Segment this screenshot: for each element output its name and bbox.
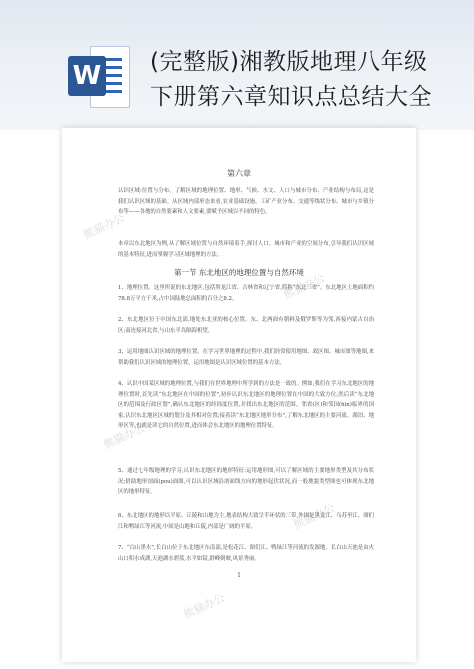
watermark: 熊猫办公 [101,421,147,452]
watermark: 熊猫办公 [291,501,337,532]
intro-paragraph: 认识区域:位置与分布。了解区域的地理位置、地形、气候、水文、人口与城市分布、产业结构与布局,这是我们认识区域的基础。从区域内部形态来看,农业基础设施、工矿产业分布、交通等线状分布、城市与乡镇分布等——各地的自然要素和人文要素,要赋予区域以不同的特色。 [118,188,374,216]
page-title-line2: 下册第六章知识点总结大全 [150,84,432,110]
chapter-heading: 第六章 [227,169,251,178]
paragraph-1: 1、地理位置。这里所说的东北地区,包括黑龙江省、吉林省和辽宁省,简称“东北三省”。东北地区土地面积约78.8万平方千米,占中国陆地总面积的百分之8.2。 [118,285,374,302]
watermark: 熊猫办公 [81,211,127,242]
paragraph-7: 7、“白山黑水”,长白山位于东北地区东南部,是松花江、图们江、鸭绿江等河流的发源地。长白山天池是由火山口积水成湖,天池湖水碧蓝,水平如镜,群峰倒映,风景秀丽。 [118,545,374,562]
page-number: 1 [237,572,241,579]
paragraph-3: 3、运用地图认识区域的地理位置。在学习世界地理的过程中,我们经常使用地图、政区图、城市图等地图,来帮助我们认识区域的地理位置。运用地图是认识区域位置的基本方法。 [118,349,374,366]
paragraph-5: 5、通过七年级地理的学习,认识东北地区的地形特征:运用地形图,可以了解区域的主要地形类型及其分布状况;借助地形剖面(pou)面图,可以认识区域沿剖面线方向的地形起伏状况,而一般地貌类型图也可体现东北地区的地形特征。 [118,468,374,496]
paragraph-2: 2、东北地区位于中国东北部,地处东北亚的核心位置。东、北两面有朝鲜及俄罗斯等为邻,西接内蒙古自治区;南连接河北省,与山东半岛隔海相望。 [118,317,374,334]
intro-paragraph-2: 本章以东北地区为例,从了解区域位置与自然环境着手,探讨人口、城市和产业的空间分布,引导我们认识区域的基本特征,进而掌握学习区域地理的方法。 [118,241,374,258]
watermark: 熊猫办公 [181,591,227,622]
word-letter: W [68,56,106,96]
watermark: 熊猫办公 [281,271,327,302]
word-document-icon [68,44,130,108]
paragraph-6: 6、东北地区的地形以平原、丘陵和山地为主,地表结构大致呈半环状的三带,外围是黑龙江、乌苏里江、图们江和鸭绿江等河流,中间是山地和丘陵,内部是广阔的平原。 [118,513,374,530]
page-title-line1: (完整版)湘教版地理八年级 [150,49,428,75]
document-page[interactable] [62,128,416,662]
section-heading: 第一节 东北地区的地理位置与自然环境 [174,268,304,277]
header-banner [0,0,474,130]
paragraph-4: 4、认识中国某区域的地理位置,与我们在世界地理中所学到的方法是一致的。例如,我们在学习东北地区的地理位置时,首先读“东北地区在中国的位置”,初步认识东北地区的地理位置在中国的大致方位;然后读“东北地区的范围及行政区划”,确认东北地区的经纬度位置,并找出东北地区的范围。邻省(区)和邻国(hin)临界的国家,认识东北地区区域的划分及其相对位置;接着读“东北地区地形分布”,了解东北地区的主要河流、湖泊、地形区等,也就是读它的自然位置,进而体会东北地区的地理位置特征。 [118,381,374,430]
